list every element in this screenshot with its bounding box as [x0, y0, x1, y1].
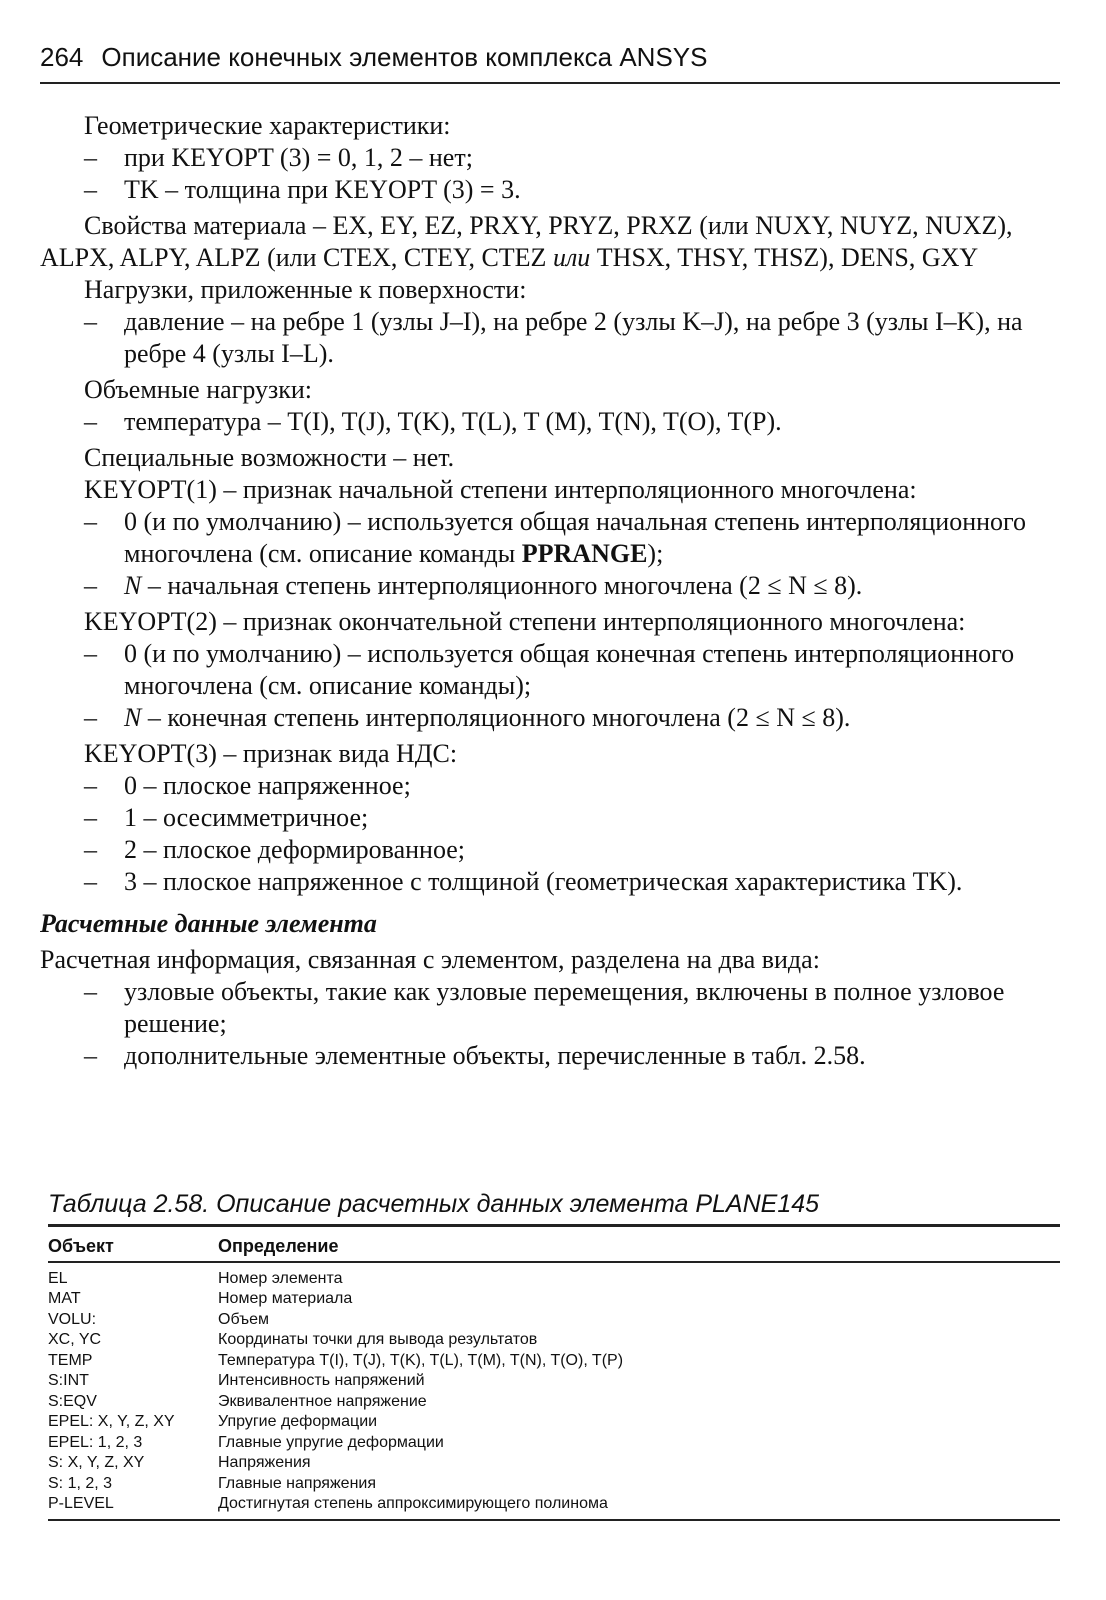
table-header-object: Объект	[48, 1234, 218, 1262]
table-cell-object: EL	[48, 1269, 68, 1287]
table-row	[48, 1494, 1060, 1520]
page-body	[40, 110, 1060, 1072]
table-cell-object: MAT	[48, 1290, 81, 1307]
keyopt3-item-text: 2 – плоское деформированное;	[124, 835, 466, 864]
table-cell-definition: Номер элемента	[218, 1269, 343, 1287]
material-text: Свойства материала – EX, EY, EZ, PRXY, PRYZ, PRXZ (или NUXY, NUYZ, NUXZ), ALPX, ALPY, ALPZ (или CTEX, CTEY, CTEZ	[40, 211, 1013, 272]
variable-n: N	[124, 571, 142, 600]
table-cell-definition: Номер материала	[218, 1290, 353, 1307]
material-paragraph	[40, 210, 1060, 274]
keyopt2-item	[40, 702, 1060, 734]
keyopt2-item-text: 0 (и по умолчанию) – используется общая конечная степень интерполяционного многочлена (см. описание команды);	[124, 639, 1015, 700]
keyopt2-title: KEYOPT(2) – признак окончательной степени интерполяционного многочлена:	[84, 607, 966, 636]
table-row	[48, 1453, 1060, 1474]
keyopt3-item-text: 3 – плоское напряженное с толщиной (геометрическая характеристика TK).	[124, 867, 963, 896]
section-heading: Расчетные данные элемента	[40, 909, 377, 938]
results-intro: Расчетная информация, связанная с элементом, разделена на два вида:	[40, 945, 820, 974]
running-title: Описание конечных элементов комплекса ANSYS	[101, 42, 708, 72]
table-row	[48, 1371, 1060, 1392]
geom-item	[40, 142, 1060, 174]
material-text-end: THSX, THSY, THSZ), DENS, GXY	[590, 243, 979, 272]
keyopt1-title: KEYOPT(1) – признак начальной степени интерполяционного многочлена:	[84, 475, 917, 504]
results-item-text: дополнительные элементные объекты, перечисленные в табл. 2.58.	[124, 1041, 866, 1070]
keyopt1-item-text: 0 (и по умолчанию) – используется общая начальная степень интерполяционного многочлена (см. описание команды	[124, 507, 1027, 568]
keyopt1-item	[40, 506, 1060, 570]
table-cell-definition: Эквивалентное напряжение	[218, 1392, 427, 1410]
dash-marker: –	[84, 977, 97, 1006]
table-row	[48, 1392, 1060, 1413]
table-row	[48, 1433, 1060, 1454]
table-cell-definition: Упругие деформации	[218, 1413, 378, 1430]
table-header-row	[48, 1234, 1060, 1262]
geom-item-text: при KEYOPT (3) = 0, 1, 2 – нет;	[124, 143, 473, 172]
geom-item	[40, 174, 1060, 206]
surface-item-text: давление – на ребре 1 (узлы J–I), на ребре 2 (узлы K–J), на ребре 3 (узлы I–K), на ребре 4 (узлы I–L).	[124, 307, 1023, 368]
surface-item	[40, 306, 1060, 370]
keyopt3-item	[40, 770, 1060, 802]
keyopt1-item-end: );	[647, 539, 664, 568]
table-cell-object: S:INT	[48, 1372, 89, 1389]
table-cell-object: S: X, Y, Z, XY	[48, 1454, 145, 1471]
table-cell-definition: Главные упругие деформации	[218, 1433, 444, 1451]
table-row	[48, 1351, 1060, 1372]
table-cell-object: VOLU:	[48, 1310, 97, 1328]
dash-marker: –	[84, 571, 97, 600]
dash-marker: –	[84, 1041, 97, 1070]
table-cell-object: TEMP	[48, 1351, 93, 1369]
table-cell-definition: Объем	[218, 1310, 269, 1328]
dash-marker: –	[84, 639, 97, 668]
dash-marker: –	[84, 307, 97, 336]
results-item	[40, 976, 1060, 1040]
keyopt2-item	[40, 638, 1060, 702]
material-ili: или	[552, 243, 591, 272]
body-loads-title: Объемные нагрузки:	[84, 375, 313, 404]
surface-title: Нагрузки, приложенные к поверхности:	[84, 275, 527, 304]
table-cell-object: EPEL: X, Y, Z, XY	[48, 1413, 175, 1430]
keyopt3-item-text: 1 – осесимметричное;	[124, 803, 369, 832]
table-cell-definition: Главные напряжения	[218, 1474, 376, 1492]
table-row	[48, 1262, 1060, 1290]
results-table	[48, 1234, 1060, 1521]
keyopt3-item	[40, 866, 1060, 898]
dash-marker: –	[84, 175, 97, 204]
table-cell-object: EPEL: 1, 2, 3	[48, 1433, 143, 1451]
keyopt3-item	[40, 802, 1060, 834]
keyopt3-item	[40, 834, 1060, 866]
table-cell-object: S:EQV	[48, 1392, 97, 1410]
body-loads-item-text: температура – T(I), T(J), T(K), T(L), T (M), T(N), T(O), T(P).	[124, 407, 782, 436]
table-row	[48, 1289, 1060, 1310]
table-row	[48, 1310, 1060, 1331]
table-cell-definition: Температура T(I), T(J), T(K), T(L), T(M), T(N), T(O), T(P)	[218, 1351, 624, 1369]
dash-marker: –	[84, 835, 97, 864]
body-loads-item	[40, 406, 1060, 438]
table-cell-object: XC, YC	[48, 1331, 102, 1348]
dash-marker: –	[84, 407, 97, 436]
page-number: 264	[40, 42, 84, 72]
keyopt3-title: KEYOPT(3) – признак вида НДС:	[84, 739, 458, 768]
dash-marker: –	[84, 703, 97, 732]
table-cell-object: S: 1, 2, 3	[48, 1474, 113, 1492]
table-row	[48, 1474, 1060, 1495]
table-cell-definition: Интенсивность напряжений	[218, 1372, 425, 1389]
table-caption: Таблица 2.58. Описание расчетных данных элемента PLANE145	[48, 1188, 1060, 1227]
dash-marker: –	[84, 507, 97, 536]
table-row	[48, 1330, 1060, 1351]
geom-title: Геометрические характеристики:	[84, 111, 451, 140]
command-name: PPRANGE	[521, 539, 648, 568]
table-header-definition: Определение	[218, 1234, 1060, 1262]
dash-marker: –	[84, 867, 97, 896]
geom-item-text: TK – толщина при KEYOPT (3) = 3.	[124, 175, 521, 204]
table-cell-definition: Напряжения	[218, 1454, 311, 1471]
table-cell-definition: Координаты точки для вывода результатов	[218, 1331, 538, 1348]
keyopt1-item-text: – начальная степень интерполяционного многочлена (2 ≤ N ≤ 8).	[141, 571, 863, 600]
dash-marker: –	[84, 771, 97, 800]
keyopt3-item-text: 0 – плоское напряженное;	[124, 771, 411, 800]
table-cell-definition: Достигнутая степень аппроксимирующего полинома	[218, 1494, 1060, 1520]
keyopt1-item	[40, 570, 1060, 602]
variable-n: N	[124, 703, 142, 732]
dash-marker: –	[84, 143, 97, 172]
results-item-text: узловые объекты, такие как узловые перемещения, включены в полное узловое решение;	[124, 977, 1005, 1038]
page-header	[40, 40, 1060, 84]
results-item	[40, 1040, 1060, 1072]
special-features: Специальные возможности – нет.	[84, 443, 455, 472]
keyopt2-item-text: – конечная степень интерполяционного многочлена (2 ≤ N ≤ 8).	[141, 703, 851, 732]
table-row	[48, 1412, 1060, 1433]
dash-marker: –	[84, 803, 97, 832]
table-cell-object: P-LEVEL	[48, 1494, 218, 1520]
